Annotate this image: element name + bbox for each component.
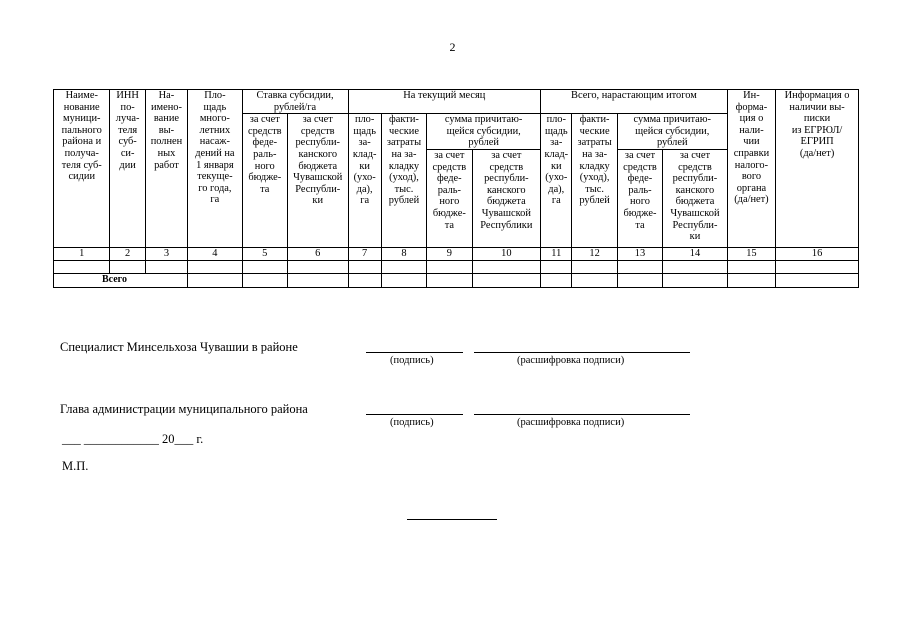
header-current-subsidy-sum: сумма причитаю- щейся субсидии, рублей [427,114,541,150]
table-cell[interactable] [541,273,572,287]
col-number: 3 [145,247,187,260]
specialist-signature-caption: (подпись) [390,355,434,366]
total-row [54,273,859,287]
head-name-caption: (расшифровка подписи) [517,417,625,428]
header-total-republican: за счет средств республи- канского бюджета Чувашской Республи- ки [663,149,728,247]
table-cell[interactable] [541,260,572,273]
head-name-line[interactable] [474,414,690,415]
table-cell[interactable] [242,273,287,287]
table-cell[interactable] [54,260,110,273]
table-cell[interactable] [188,273,242,287]
header-total-subsidy-sum: сумма причитаю- щейся субсидии, рублей [617,114,727,150]
col-number: 11 [541,247,572,260]
table-cell[interactable] [188,260,242,273]
table-cell[interactable] [727,273,775,287]
table-cell[interactable] [287,260,348,273]
col-number: 8 [381,247,426,260]
table-cell[interactable] [663,273,728,287]
specialist-label: Специалист Минсельхоза Чувашии в районе [60,340,298,354]
header-tax-certificate: Ин- форма- ция о нали- чии справки налого- вого органа (да/нет) [727,90,775,248]
header-works-name: На- имено- вание вы- полнен ных работ [145,90,187,248]
col-number: 4 [188,247,242,260]
table-cell[interactable] [381,273,426,287]
header-subsidy-rate: Ставка субсидии, рублей/га [242,90,348,114]
table-row [54,260,859,273]
table-cell[interactable] [472,260,541,273]
head-signature-caption: (подпись) [390,417,434,428]
col-number: 14 [663,247,728,260]
table-cell[interactable] [242,260,287,273]
col-number: 10 [472,247,541,260]
header-current-republican: за счет средств республи- канского бюджета Чувашской Республики [472,149,541,247]
col-number: 2 [110,247,145,260]
col-number: 1 [54,247,110,260]
col-number: 6 [287,247,348,260]
table-cell[interactable] [663,260,728,273]
specialist-signature-line[interactable] [366,352,463,353]
head-signature-line[interactable] [366,414,463,415]
table-cell[interactable] [348,273,381,287]
col-number: 7 [348,247,381,260]
specialist-name-caption: (расшифровка подписи) [517,355,625,366]
table-cell[interactable] [776,273,859,287]
specialist-name-line[interactable] [474,352,690,353]
header-current-costs: факти- ческие затраты на за- кладку (уход), тыс. рублей [381,114,426,248]
header-current-area: пло- щадь за- клад- ки (ухо- да), га [348,114,381,248]
end-divider [407,519,497,520]
table-cell[interactable] [727,260,775,273]
table-cell[interactable] [572,260,617,273]
header-rate-federal: за счет средств феде- раль- ного бюдже- та [242,114,287,248]
header-total-federal: за счет средств феде- раль- ного бюдже- та [617,149,662,247]
table-cell[interactable] [572,273,617,287]
head-label: Глава администрации муниципального района [60,402,308,416]
page-number: 2 [449,40,456,54]
col-number: 15 [727,247,775,260]
header-plantation-area: Пло- щадь много- летних насаж- дений на 1 января текуще- го года, га [188,90,242,248]
table-cell[interactable] [472,273,541,287]
table-cell[interactable] [348,260,381,273]
col-number: 16 [776,247,859,260]
col-number: 5 [242,247,287,260]
col-number: 12 [572,247,617,260]
header-cumulative-total: Всего, нарастающим итогом [541,90,728,114]
table-cell[interactable] [381,260,426,273]
table-cell[interactable] [110,260,145,273]
table-cell[interactable] [776,260,859,273]
header-inn: ИНН по- луча- теля суб- си- дии [110,90,145,248]
table-cell[interactable] [617,260,662,273]
header-current-federal: за счет средств феде- раль- ного бюдже- та [427,149,472,247]
header-rate-republican: за счет средств республи- канского бюджета Чувашской Республи- ки [287,114,348,248]
table-cell[interactable] [617,273,662,287]
table-cell[interactable] [427,273,472,287]
stamp-place: М.П. [62,459,89,473]
header-egrul-extract: Информация о наличии вы- писки из ЕГРЮЛ/ ЕГРИП (да/нет) [776,90,859,248]
date-line: ___ ____________ 20___ г. [62,432,204,446]
subsidy-report-table [53,89,859,288]
table-cell[interactable] [287,273,348,287]
col-number: 13 [617,247,662,260]
col-number: 9 [427,247,472,260]
table-cell[interactable] [145,260,187,273]
header-total-costs: факти- ческие затраты на за- кладку (уход), тыс. рублей [572,114,617,248]
table-cell[interactable] [427,260,472,273]
header-municipal-district-recipient: Наиме- нование муници- пального района и получа- теля суб- сидии [54,90,110,248]
header-current-month: На текущий месяц [348,90,541,114]
total-label: Всего [54,273,188,287]
header-total-area: пло- щадь за- клад- ки (ухо- да), га [541,114,572,248]
